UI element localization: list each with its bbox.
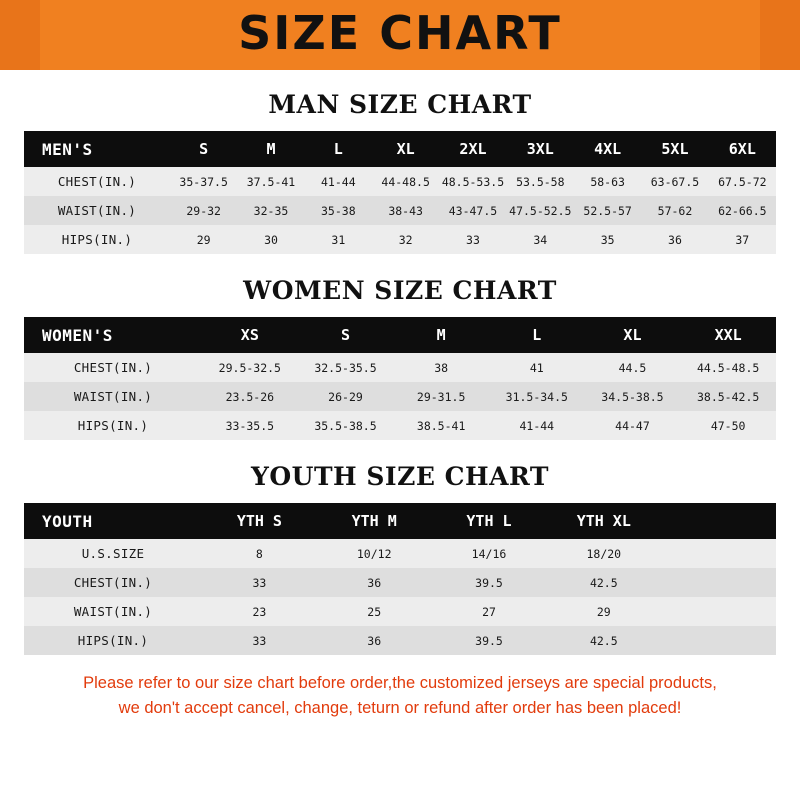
table-cell: 35-38 xyxy=(305,196,372,225)
row-header: HIPS(IN.) xyxy=(24,411,202,440)
table-header-row xyxy=(24,317,776,353)
table-cell: 23 xyxy=(202,597,317,626)
column-header: YTH XL xyxy=(546,503,661,539)
column-header: YOUTH xyxy=(24,503,202,539)
table-cell: 67.5-72 xyxy=(709,167,776,196)
footer-note-line-2: we don't accept cancel, change, teturn or refund after order has been placed! xyxy=(118,699,682,717)
table-cell: 52.5-57 xyxy=(574,196,641,225)
column-header: M xyxy=(393,317,489,353)
section-title-women: WOMEN SIZE CHART xyxy=(243,276,557,305)
women-size-table xyxy=(24,317,776,440)
table-cell: 43-47.5 xyxy=(439,196,506,225)
column-header: XS xyxy=(202,317,298,353)
column-header: MEN'S xyxy=(24,131,170,167)
table-cell: 44.5-48.5 xyxy=(680,353,776,382)
table-row xyxy=(24,626,776,655)
banner-left-accent xyxy=(0,0,40,70)
table-cell: 38 xyxy=(393,353,489,382)
table-cell: 41-44 xyxy=(305,167,372,196)
table-cell: 39.5 xyxy=(432,626,547,655)
column-header: S xyxy=(298,317,394,353)
table-row xyxy=(24,225,776,254)
table-cell: 31 xyxy=(305,225,372,254)
table-cell: 48.5-53.5 xyxy=(439,167,506,196)
column-header: L xyxy=(489,317,585,353)
table-cell: 27 xyxy=(432,597,547,626)
table-row xyxy=(24,382,776,411)
table-cell: 37 xyxy=(709,225,776,254)
row-header: HIPS(IN.) xyxy=(24,225,170,254)
table-cell: 41 xyxy=(489,353,585,382)
section-title-man: MAN SIZE CHART xyxy=(268,90,532,119)
column-header-empty xyxy=(661,503,776,539)
table-cell: 29 xyxy=(170,225,237,254)
column-header: YTH L xyxy=(432,503,547,539)
table-row xyxy=(24,353,776,382)
column-header: YTH S xyxy=(202,503,317,539)
table-cell-empty xyxy=(661,626,776,655)
row-header: WAIST(IN.) xyxy=(24,196,170,225)
table-header-row xyxy=(24,131,776,167)
table-cell: 29 xyxy=(546,597,661,626)
table-cell: 44-48.5 xyxy=(372,167,439,196)
table-cell: 34 xyxy=(507,225,574,254)
row-header: CHEST(IN.) xyxy=(24,568,202,597)
table-header-row xyxy=(24,503,776,539)
table-cell: 26-29 xyxy=(298,382,394,411)
table-cell: 30 xyxy=(237,225,304,254)
table-row xyxy=(24,597,776,626)
table-cell: 42.5 xyxy=(546,626,661,655)
footer-note-line-1: Please refer to our size chart before order,the customized jerseys are special products, xyxy=(83,674,717,692)
table-cell: 33 xyxy=(202,568,317,597)
column-header: L xyxy=(305,131,372,167)
table-cell: 63-67.5 xyxy=(641,167,708,196)
table-cell: 58-63 xyxy=(574,167,641,196)
table-cell: 10/12 xyxy=(317,539,432,568)
table-cell: 14/16 xyxy=(432,539,547,568)
table-row xyxy=(24,539,776,568)
table-cell: 42.5 xyxy=(546,568,661,597)
table-cell: 8 xyxy=(202,539,317,568)
table-cell: 47-50 xyxy=(680,411,776,440)
table-cell: 47.5-52.5 xyxy=(507,196,574,225)
youth-size-table xyxy=(24,503,776,655)
table-cell: 18/20 xyxy=(546,539,661,568)
banner xyxy=(0,0,800,70)
table-cell: 33 xyxy=(439,225,506,254)
table-cell: 29-31.5 xyxy=(393,382,489,411)
table-cell: 41-44 xyxy=(489,411,585,440)
table-row xyxy=(24,411,776,440)
table-cell: 57-62 xyxy=(641,196,708,225)
row-header: CHEST(IN.) xyxy=(24,353,202,382)
table-cell: 53.5-58 xyxy=(507,167,574,196)
table-cell: 29-32 xyxy=(170,196,237,225)
table-cell: 44.5 xyxy=(585,353,681,382)
column-header: S xyxy=(170,131,237,167)
table-cell: 35.5-38.5 xyxy=(298,411,394,440)
column-header: 5XL xyxy=(641,131,708,167)
table-cell: 36 xyxy=(641,225,708,254)
table-cell: 33 xyxy=(202,626,317,655)
column-header: XL xyxy=(585,317,681,353)
table-cell: 36 xyxy=(317,626,432,655)
column-header: 6XL xyxy=(709,131,776,167)
table-row xyxy=(24,196,776,225)
table-cell: 33-35.5 xyxy=(202,411,298,440)
page-title: SIZE CHART xyxy=(238,6,562,60)
table-cell: 32 xyxy=(372,225,439,254)
table-cell: 38.5-41 xyxy=(393,411,489,440)
table-cell: 25 xyxy=(317,597,432,626)
table-cell: 31.5-34.5 xyxy=(489,382,585,411)
column-header: M xyxy=(237,131,304,167)
table-cell: 35 xyxy=(574,225,641,254)
column-header: XXL xyxy=(680,317,776,353)
table-row xyxy=(24,167,776,196)
section-title-youth: YOUTH SIZE CHART xyxy=(251,462,549,491)
column-header: 2XL xyxy=(439,131,506,167)
column-header: WOMEN'S xyxy=(24,317,202,353)
table-cell: 38.5-42.5 xyxy=(680,382,776,411)
table-cell: 38-43 xyxy=(372,196,439,225)
man-size-table xyxy=(24,131,776,254)
table-cell-empty xyxy=(661,539,776,568)
column-header: XL xyxy=(372,131,439,167)
row-header: HIPS(IN.) xyxy=(24,626,202,655)
row-header: U.S.SIZE xyxy=(24,539,202,568)
table-cell-empty xyxy=(661,597,776,626)
table-cell: 39.5 xyxy=(432,568,547,597)
row-header: CHEST(IN.) xyxy=(24,167,170,196)
column-header: 3XL xyxy=(507,131,574,167)
table-cell: 35-37.5 xyxy=(170,167,237,196)
table-cell: 32-35 xyxy=(237,196,304,225)
footer-note xyxy=(0,671,800,721)
column-header: YTH M xyxy=(317,503,432,539)
column-header: 4XL xyxy=(574,131,641,167)
row-header: WAIST(IN.) xyxy=(24,382,202,411)
banner-right-accent xyxy=(760,0,800,70)
table-cell: 44-47 xyxy=(585,411,681,440)
table-row xyxy=(24,568,776,597)
table-cell: 23.5-26 xyxy=(202,382,298,411)
table-cell: 62-66.5 xyxy=(709,196,776,225)
table-cell: 32.5-35.5 xyxy=(298,353,394,382)
table-cell: 29.5-32.5 xyxy=(202,353,298,382)
table-cell-empty xyxy=(661,568,776,597)
table-cell: 36 xyxy=(317,568,432,597)
table-cell: 37.5-41 xyxy=(237,167,304,196)
row-header: WAIST(IN.) xyxy=(24,597,202,626)
table-cell: 34.5-38.5 xyxy=(585,382,681,411)
